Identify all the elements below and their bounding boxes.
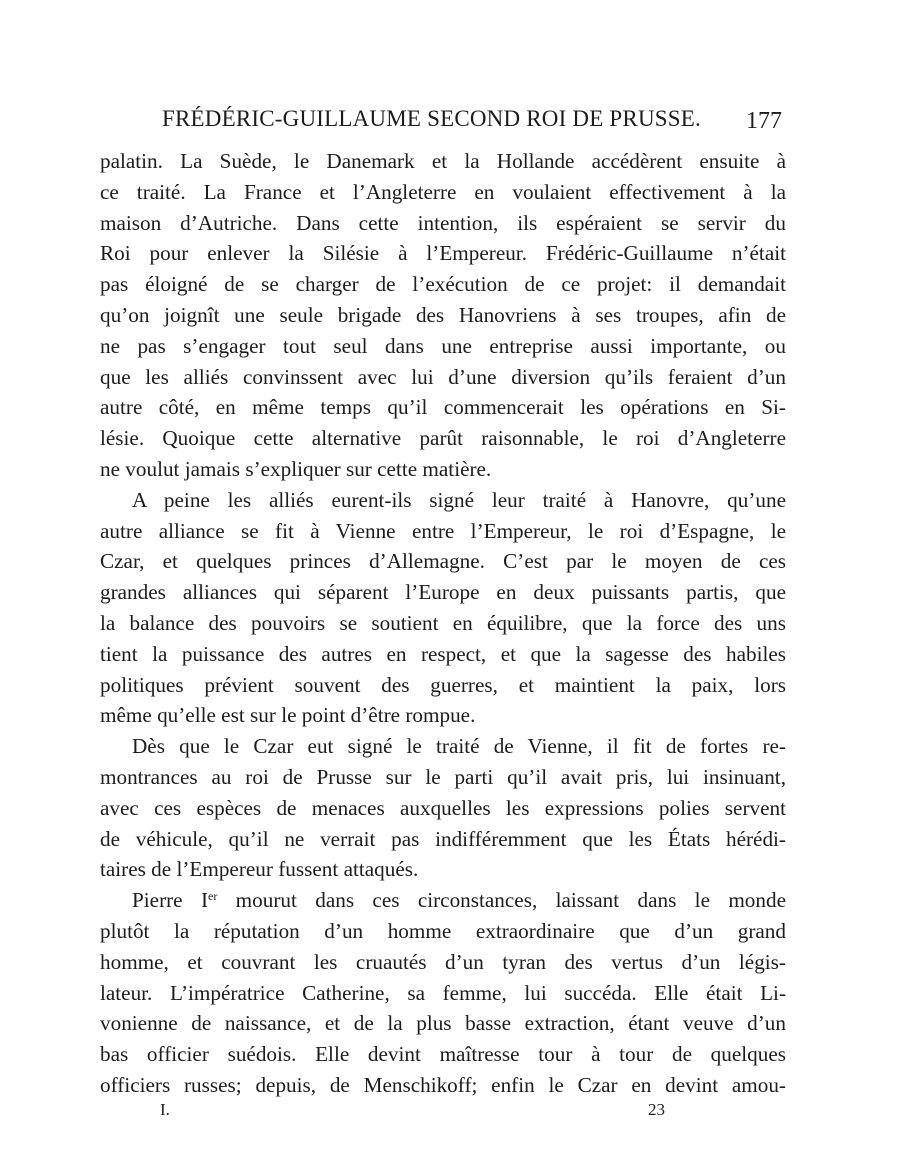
paragraph-1 [100, 146, 786, 485]
paragraph-2 [100, 485, 786, 731]
text-line: autre côté, en même temps qu’il commencerait les opérations en Si- [100, 395, 786, 420]
text-line: ne voulut jamais s’expliquer sur cette matière. [100, 456, 492, 481]
running-title: FRÉDÉRIC-GUILLAUME SECOND ROI DE PRUSSE. [162, 106, 701, 131]
text-line: bas officier suédois. Elle devint maîtresse tour à tour de quelques [100, 1042, 786, 1067]
text-line-with-superscript [100, 885, 786, 916]
text-line: Roi pour enlever la Silésie à l’Empereur. Frédéric-Guillaume n’était [100, 241, 786, 266]
text-line: grandes alliances qui séparent l’Europe en deux puissants partis, que [100, 580, 786, 605]
page-number: 177 [746, 108, 782, 134]
text-fragment: Pierre I [132, 888, 208, 913]
text-line: officiers russes; depuis, de Menschikoff; enfin le Czar en devint amou- [100, 1072, 786, 1097]
text-line: lateur. L’impératrice Catherine, sa femme, lui succéda. Elle était Li- [100, 980, 786, 1005]
superscript: er [208, 889, 218, 904]
text-line: politiques prévient souvent des guerres, et maintient la paix, lors [100, 672, 786, 697]
text-line: montrances au roi de Prusse sur le parti qu’il avait pris, lui insinuant, [100, 764, 786, 789]
text-line: lésie. Quoique cette alternative parût raisonnable, le roi d’Angleterre [100, 426, 786, 451]
text-line: homme, et couvrant les cruautés d’un tyran des vertus d’un légis- [100, 949, 786, 974]
running-head [100, 104, 790, 138]
text-line: autre alliance se fit à Vienne entre l’Empereur, le roi d’Espagne, le [100, 518, 786, 543]
text-line: ce traité. La France et l’Angleterre en voulaient effectivement à la [100, 179, 786, 204]
text-line: plutôt la réputation d’un homme extraordinaire que d’un grand [100, 918, 786, 943]
text-line: Czar, et quelques princes d’Allemagne. C’est par le moyen de ces [100, 549, 786, 574]
text-line: vonienne de naissance, et de la plus basse extraction, étant veuve d’un [100, 1011, 786, 1036]
text-fragment: mourut dans ces circonstances, laissant dans le monde [217, 888, 786, 913]
text-line: maison d’Autriche. Dans cette intention, ils espéraient se servir du [100, 210, 786, 235]
text-line: de véhicule, qu’il ne verrait pas indifféremment que les États hérédi- [100, 826, 786, 851]
paragraph-3 [100, 731, 786, 885]
text-line: qu’on joignît une seule brigade des Hanovriens à ses troupes, afin de [100, 302, 786, 327]
signature-volume: I. [160, 1100, 170, 1119]
text-line: tient la puissance des autres en respect, et que la sagesse des habiles [100, 641, 786, 666]
text-line: la balance des pouvoirs se soutient en équilibre, que la force des uns [100, 610, 786, 635]
text-line: ne pas s’engager tout seul dans une entreprise aussi importante, ou [100, 333, 786, 358]
signature-sheet: 23 [648, 1100, 665, 1119]
text-line: que les alliés convinssent avec lui d’une diversion qu’ils feraient d’un [100, 364, 786, 389]
text-line: pas éloigné de se charger de l’exécution de ce projet: il demandait [100, 272, 786, 297]
text-line: taires de l’Empereur fussent attaqués. [100, 857, 419, 882]
text-line: avec ces espèces de menaces auxquelles les expressions polies servent [100, 795, 786, 820]
text-line: palatin. La Suède, le Danemark et la Hollande accédèrent ensuite à [100, 149, 786, 173]
page-footer [100, 1100, 790, 1130]
text-line: même qu’elle est sur le point d’être rompue. [100, 703, 476, 728]
text-line: Dès que le Czar eut signé le traité de Vienne, il fit de fortes re- [132, 734, 786, 759]
body-text [100, 146, 786, 1101]
text-line: A peine les alliés eurent-ils signé leur traité à Hanovre, qu’une [132, 487, 786, 512]
paragraph-4 [100, 885, 786, 1101]
